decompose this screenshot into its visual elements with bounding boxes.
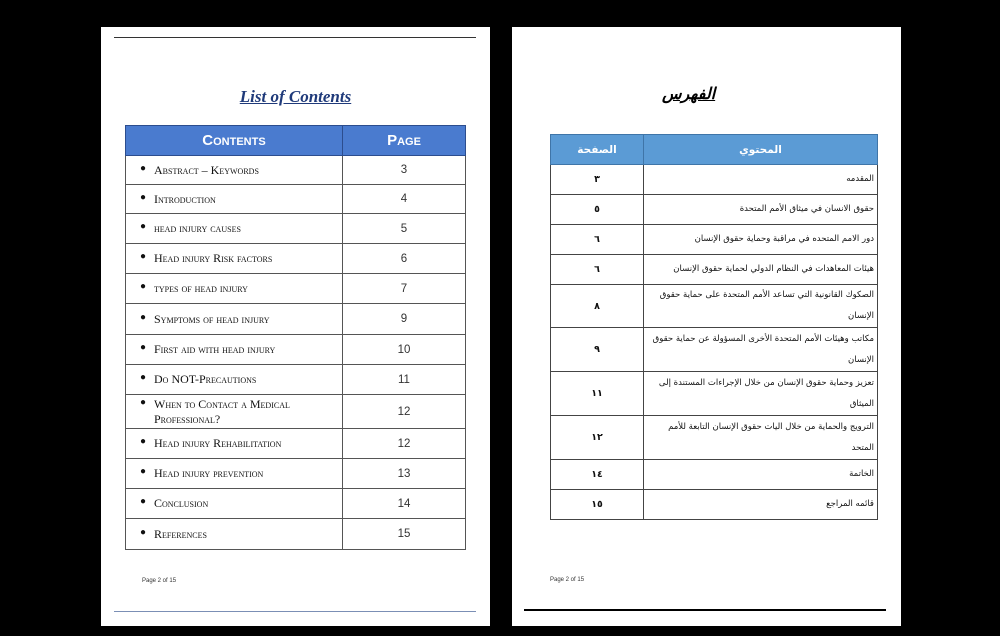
bottom-rule xyxy=(114,611,476,612)
contents-table-body xyxy=(126,156,466,550)
contents-item-label: Abstract – Keywords xyxy=(154,162,259,177)
contents-item-label: Do NOT-Precautions xyxy=(154,372,257,386)
page-title: List of Contents xyxy=(239,87,352,106)
table-header-row xyxy=(126,126,466,156)
contents-item-label: head injury causes xyxy=(154,221,241,235)
bullet-icon: ● xyxy=(140,221,147,232)
table-row xyxy=(126,489,466,519)
bullet-icon: ● xyxy=(140,466,147,477)
contents-table xyxy=(125,125,466,550)
top-rule xyxy=(114,37,476,38)
arabic-page-number: ١١ xyxy=(551,372,644,416)
contents-item-label: Head injury Risk factors xyxy=(154,251,273,265)
table-row xyxy=(126,214,466,244)
bullet-icon: ● xyxy=(140,372,147,383)
table-row xyxy=(126,395,466,429)
table-row xyxy=(126,156,466,185)
page-number: 5 xyxy=(343,214,466,244)
table-row xyxy=(126,335,466,365)
page-number: 11 xyxy=(343,365,466,395)
page-number: 12 xyxy=(343,429,466,459)
arabic-page-number: ١٥ xyxy=(551,490,644,520)
arabic-page-number: ٥ xyxy=(551,195,644,225)
bullet-icon: ● xyxy=(140,396,147,408)
bullet-icon: ● xyxy=(140,436,147,447)
arabic-contents-item: هيئات المعاهدات في النظام الدولي لحماية حقوق الإنسان xyxy=(644,255,878,285)
page-number: 14 xyxy=(343,489,466,519)
page-number: 13 xyxy=(343,459,466,489)
arabic-contents-header: المحتوي xyxy=(644,135,878,165)
bullet-icon: ● xyxy=(140,162,147,174)
contents-item-label: When to Contact a Medical Professional? xyxy=(154,396,290,426)
right-page xyxy=(512,27,901,626)
page-number: 3 xyxy=(343,156,466,185)
contents-item xyxy=(126,365,343,395)
table-row xyxy=(551,285,878,328)
table-row xyxy=(551,460,878,490)
arabic-contents-item: دور الامم المتحده في مراقبة وحماية حقوق الإنسان xyxy=(644,225,878,255)
bullet-icon: ● xyxy=(140,281,147,292)
contents-item-label: Symptoms of head injury xyxy=(154,311,270,326)
table-row xyxy=(126,304,466,335)
arabic-contents-item: المقدمه xyxy=(644,165,878,195)
arabic-page-number: ٣ xyxy=(551,165,644,195)
contents-item xyxy=(126,489,343,519)
arabic-page-number: ٦ xyxy=(551,255,644,285)
page-header: Page xyxy=(343,126,466,156)
contents-item-label: References xyxy=(154,526,207,541)
page-footer: Page 2 of 15 xyxy=(550,577,585,583)
table-header-row xyxy=(551,135,878,165)
left-page xyxy=(101,27,490,626)
contents-item xyxy=(126,185,343,214)
arabic-page-number: ٦ xyxy=(551,225,644,255)
contents-item-label: types of head injury xyxy=(154,281,248,295)
contents-item xyxy=(126,304,343,335)
arabic-contents-item: مكاتب وهيئات الأمم المتحدة الأخرى المسؤولة عن حماية حقوق الإنسان xyxy=(644,328,878,372)
contents-item-label: First aid with head injury xyxy=(154,342,276,356)
page-number: 6 xyxy=(343,244,466,274)
arabic-contents-table xyxy=(550,134,878,520)
table-row xyxy=(551,225,878,255)
table-row xyxy=(551,372,878,416)
arabic-page-header: الصفحة xyxy=(551,135,644,165)
arabic-contents-item: حقوق الانسان في ميثاق الأمم المتحدة xyxy=(644,195,878,225)
contents-item xyxy=(126,459,343,489)
table-row xyxy=(126,185,466,214)
contents-item-label: Head injury Rehabilitation xyxy=(154,436,282,450)
table-row xyxy=(126,519,466,550)
bullet-icon: ● xyxy=(140,311,147,323)
table-row xyxy=(551,490,878,520)
table-row xyxy=(551,195,878,225)
table-row xyxy=(551,416,878,460)
contents-item xyxy=(126,244,343,274)
contents-item-label: Head injury prevention xyxy=(154,466,264,480)
arabic-page-number: ٨ xyxy=(551,285,644,328)
bullet-icon: ● xyxy=(140,342,147,353)
contents-item xyxy=(126,156,343,185)
table-row xyxy=(551,165,878,195)
contents-item xyxy=(126,519,343,550)
contents-item xyxy=(126,214,343,244)
table-row xyxy=(126,244,466,274)
contents-item-label: Conclusion xyxy=(154,496,209,510)
contents-item-label: Introduction xyxy=(154,191,216,206)
bullet-icon: ● xyxy=(140,191,147,203)
contents-header: Contents xyxy=(126,126,343,156)
bullet-icon: ● xyxy=(140,526,147,538)
arabic-contents-item: الخاتمة xyxy=(644,460,878,490)
table-row xyxy=(126,365,466,395)
arabic-page-number: ٩ xyxy=(551,328,644,372)
bottom-rule xyxy=(524,609,886,611)
arabic-contents-table-body xyxy=(551,165,878,520)
contents-item xyxy=(126,395,343,429)
contents-item xyxy=(126,274,343,304)
contents-item xyxy=(126,335,343,365)
arabic-contents-item: الصكوك القانونية التي تساعد الأمم المتحدة على حماية حقوق الإنسان xyxy=(644,285,878,328)
arabic-contents-item: قائمه المراجع xyxy=(644,490,878,520)
page-footer: Page 2 of 15 xyxy=(142,578,177,584)
bullet-icon: ● xyxy=(140,496,147,507)
table-row xyxy=(551,255,878,285)
table-row xyxy=(126,459,466,489)
page-number: 12 xyxy=(343,395,466,429)
page-number: 15 xyxy=(343,519,466,550)
contents-item xyxy=(126,429,343,459)
table-row xyxy=(126,274,466,304)
arabic-page-number: ١٢ xyxy=(551,416,644,460)
page-number: 9 xyxy=(343,304,466,335)
page-number: 7 xyxy=(343,274,466,304)
table-row xyxy=(126,429,466,459)
page-number: 4 xyxy=(343,185,466,214)
bullet-icon: ● xyxy=(140,251,147,262)
arabic-contents-item: الترويج والحماية من خلال اليات حقوق الإنسان التابعة للأمم المتحد xyxy=(644,416,878,460)
table-row xyxy=(551,328,878,372)
arabic-page-number: ١٤ xyxy=(551,460,644,490)
arabic-contents-item: تعزيز وحماية حقوق الإنسان من خلال الإجراءات المستندة إلى الميثاق xyxy=(644,372,878,416)
page-number: 10 xyxy=(343,335,466,365)
page-title-arabic: الفهرس xyxy=(662,86,716,103)
